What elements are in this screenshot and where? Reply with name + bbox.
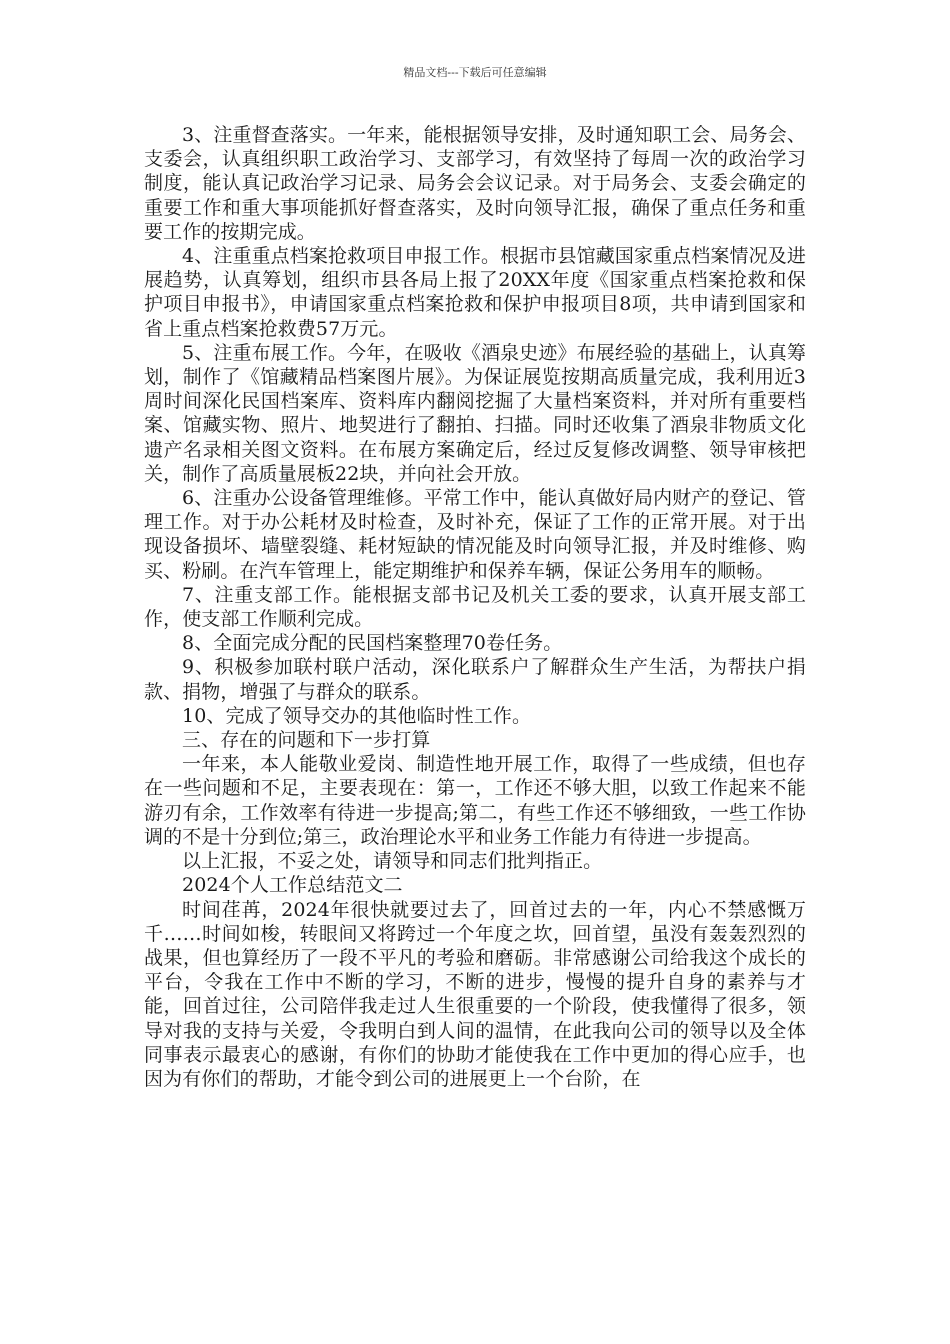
paragraph-item-5: 5、注重布展工作。今年，在吸收《酒泉史迹》布展经验的基础上，认真筹划，制作了《馆藏精品档案图片展》。为保证展览按期高质量完成，我利用近3周时间深化民国档案库、资料库内翻阅挖掘了大量档案资料，并对所有重要档案、馆藏实物、照片、地契进行了翻拍、扫描。同时还收集了酒泉非物质文化遗产名录相关图文资料。在布展方案确定后，经过反复修改调整、领导审核把关，制作了高质量展板22块，并向社会开放。 <box>144 341 806 485</box>
paragraph-item-3: 3、注重督查落实。一年来，能根据领导安排，及时通知职工会、局务会、支委会，认真组织职工政治学习、支部学习，有效坚持了每周一次的政治学习制度，能认真记政治学习记录、局务会会议记录。对于局务会、支委会确定的重要工作和重大事项能抓好督查落实，及时向领导汇报，确保了重点任务和重要工作的按期完成。 <box>144 124 806 243</box>
second-article-paragraph: 时间荏苒，2024年很快就要过去了，回首过去的一年，内心不禁感慨万千……时间如梭，转眼间又将跨过一个年度之坎，回首望，虽没有轰轰烈烈的战果，但也算经历了一段不平凡的考验和磨砺。非常感谢公司给我这个成长的平台，令我在工作中不断的学习，不断的进步，慢慢的提升自身的素养与才能，回首过往，公司陪伴我走过人生很重要的一个阶段，使我懂得了很多，领导对我的支持与关爱，令我明白到人间的温情，在此我向公司的领导以及全体同事表示最衷心的感谢，有你们的协助才能使我在工作中更加的得心应手，也因为有你们的帮助，才能令到公司的进展更上一个台阶，在 <box>144 898 806 1090</box>
closing-paragraph: 以上汇报，不妥之处，请领导和同志们批判指正。 <box>182 850 603 873</box>
paragraph-item-8: 8、全面完成分配的民国档案整理70卷任务。 <box>182 632 563 655</box>
section-heading: 三、存在的问题和下一步打算 <box>182 729 431 752</box>
problems-paragraph: 一年来，本人能敬业爱岗、制造性地开展工作，取得了一些成绩，但也存在一些问题和不足，主要表现在：第一，工作还不够大胆，以致工作起来不能游刃有余，工作效率有待进一步提高;第二，有些工作还不够细致，一些工作协调的不是十分到位;第三，政治理论水平和业务工作能力有待进一步提高。 <box>144 753 806 848</box>
paragraph-item-10: 10、完成了领导交办的其他临时性工作。 <box>182 704 532 727</box>
paragraph-item-9: 9、积极参加联村联户活动，深化联系户了解群众生产生活，为帮扶户捐款、捐物，增强了与群众的联系。 <box>144 656 806 703</box>
paragraph-item-7: 7、注重支部工作。能根据支部书记及机关工委的要求，认真开展支部工作，使支部工作顺利完成。 <box>144 583 806 631</box>
page-header: 精品文档---下载后可任意编辑 <box>403 66 547 79</box>
paragraph-item-6: 6、注重办公设备管理维修。平常工作中，能认真做好局内财产的登记、管理工作。对于办公耗材及时检查，及时补充，保证了工作的正常开展。对于出现设备损坏、墙壁裂缝、耗材短缺的情况能及时向领导汇报，并及时维修、购买、粉刷。在汽车管理上，能定期维护和保养车辆，保证公务用车的顺畅。 <box>144 487 806 582</box>
paragraph-item-4: 4、注重重点档案抢救项目申报工作。根据市县馆藏国家重点档案情况及进展趋势，认真筹划，组织市县各局上报了20XX年度《国家重点档案抢救和保护项目申报书》，申请国家重点档案抢救和保护申报项目8项，共申请到国家和省上重点档案抢救费57万元。 <box>144 245 806 340</box>
second-article-title: 2024个人工作总结范文二 <box>182 874 403 897</box>
document-body <box>144 123 806 1091</box>
